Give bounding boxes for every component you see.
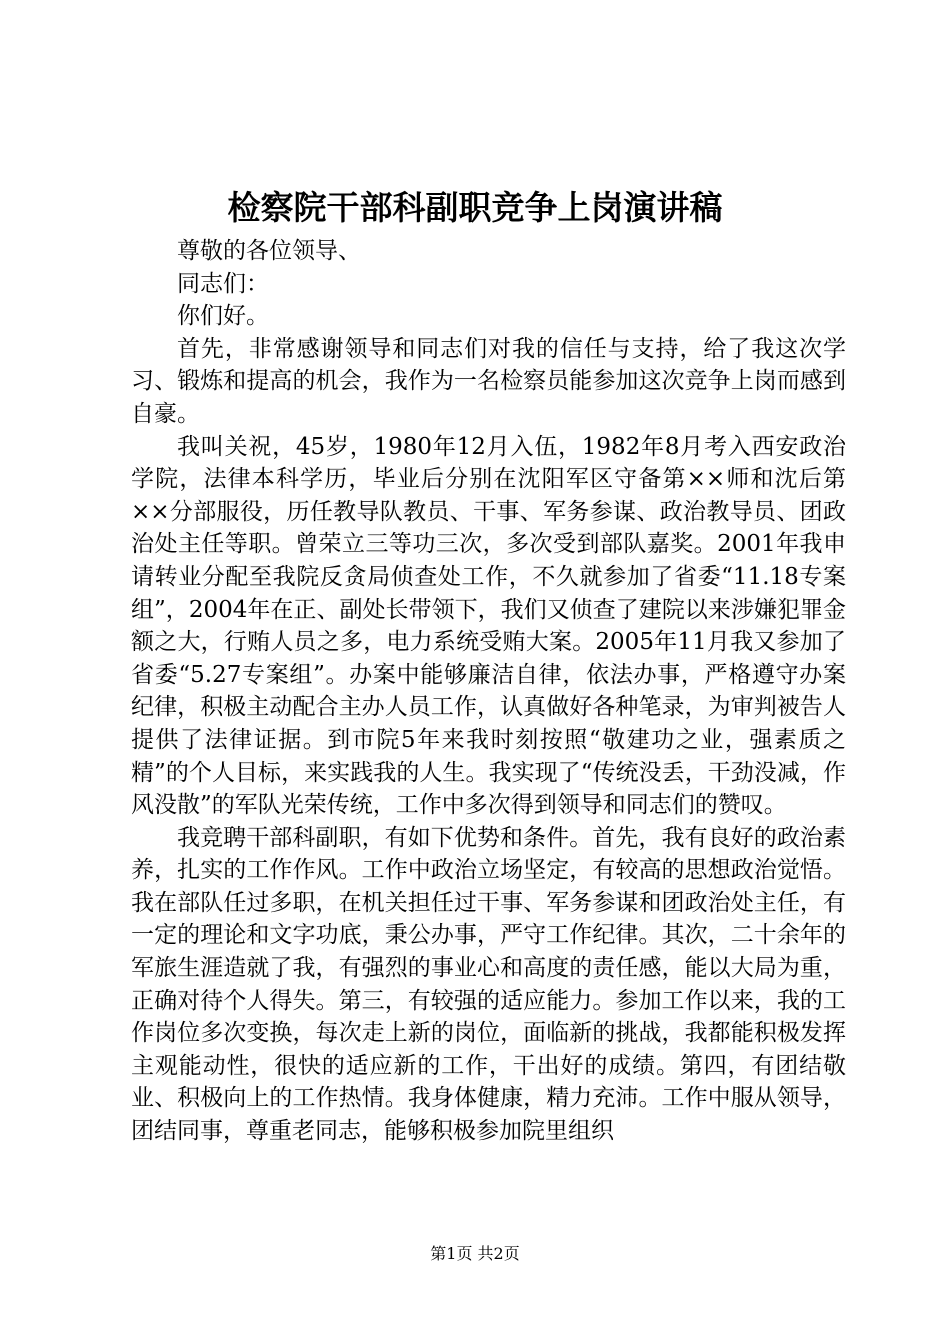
greeting-line: 你们好。	[177, 303, 269, 330]
page-number-footer: 第1页 共2页	[430, 1244, 520, 1263]
paragraph-background: 我叫关祝，45岁，1980年12月入伍，1982年8月考入西安政治学院，法律本科学历，毕业后分别在沈阳军区守备第××师和沈后第××分部服役，历任教导队教员、干事、军务参谋、政治教导员、团政治处主任等职。曾荣立三等功三次，多次受到部队嘉奖。2001年我申请转业分配至我院反贪局侦查处工作，不久就参加了省委“11.18专案组”，2004年在正、副处长带领下，我们又侦查了建院以来涉嫌犯罪金额之大，行贿人员之多，电力系统受贿大案。2005年11月我又参加了省委“5.27专案组”。办案中能够廉洁自律，依法办事，严格遵守办案纪律，积极主动配合主办人员工作，认真做好各种笔录，为审判被告人提供了法律证据。到市院5年来我时刻按照“敬建功之业，强素质之精”的个人目标，来实践我的人生。我实现了“传统没丢，干劲没减，作风没散”的军队光荣传统，工作中多次得到领导和同志们的赞叹。	[131, 433, 846, 819]
salutation-line-1: 尊敬的各位领导、	[177, 238, 361, 264]
salutation-line-2: 同志们：	[177, 270, 269, 297]
paragraph-thanks: 首先，非常感谢领导和同志们对我的信任与支持，给了我这次学习、锻炼和提高的机会，我作为一名检察员能参加这次竞争上岗而感到自豪。	[131, 335, 846, 427]
document-body	[131, 235, 846, 1148]
paragraph-qualifications: 我竞聘干部科副职，有如下优势和条件。首先，我有良好的政治素养，扎实的工作作风。工作中政治立场坚定，有较高的思想政治觉悟。我在部队任过多职，在机关担任过干事、军务参谋和团政治处主任，有一定的理论和文字功底，秉公办事，严守工作纪律。其次，二十余年的军旅生涯造就了我，有强烈的事业心和高度的责任感，能以大局为重，正确对待个人得失。第三，有较强的适应能力。参加工作以来，我的工作岗位多次变换，每次走上新的岗位，面临新的挑战，我都能积极发挥主观能动性，很快的适应新的工作，干出好的成绩。第四，有团结敬业、积极向上的工作热情。我身体健康，精力充沛。工作中服从领导，团结同事，尊重老同志，能够积极参加院里组织	[131, 824, 846, 1145]
page-title: 检察院干部科副职竞争上岗演讲稿	[227, 188, 723, 227]
